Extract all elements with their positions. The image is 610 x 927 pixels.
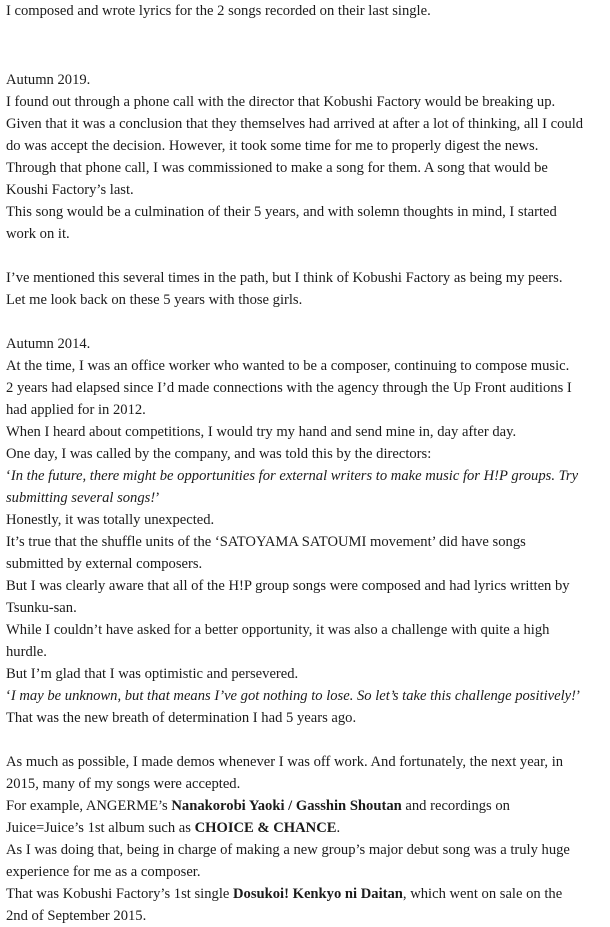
paragraph-line: Tsunku-san. (6, 600, 77, 616)
paragraph-line: experience for me as a composer. (6, 864, 201, 880)
paragraph-line: One day, I was called by the company, and was told this by the directors: (6, 446, 432, 462)
autumn-2019-heading: Autumn 2019. (6, 72, 91, 88)
paragraph-line: do was accept the decision. However, it took some time for me to properly digest the news. (6, 138, 539, 154)
intro-line: I composed and wrote lyrics for the 2 songs recorded on their last single. (6, 3, 431, 19)
paragraph-line: But I was clearly aware that all of the H!P group songs were composed and had lyrics written by (6, 578, 570, 594)
determination-quote: ‘I may be unknown, but that means I’ve got nothing to lose. So let’s take this challenge positively!’ (6, 688, 581, 704)
peers-paragraph (6, 267, 606, 311)
paragraph-line: When I heard about competitions, I would try my hand and send mine in, day after day. (6, 424, 517, 440)
paragraph-line: While I couldn’t have asked for a better opportunity, it was also a challenge with quite a high (6, 622, 550, 638)
angerme-songs-line: For example, ANGERME’s Nanakorobi Yaoki / Gasshin Shoutan and recordings on (6, 798, 510, 814)
paragraph-line: 2 years had elapsed since I’d made connections with the agency through the Up Front auditions I (6, 380, 572, 396)
paragraph-line: Koushi Factory’s last. (6, 182, 134, 198)
paragraph-line: But I’m glad that I was optimistic and persevered. (6, 666, 299, 682)
paragraph-line: had applied for in 2012. (6, 402, 146, 418)
song-title: Dosukoi! Kenkyo ni Daitan (233, 886, 403, 902)
paragraph-line: As much as possible, I made demos whenever I was off work. And fortunately, the next year, in (6, 754, 564, 770)
article-body (6, 0, 606, 927)
paragraph-line: 2nd of September 2015. (6, 908, 147, 924)
paragraph-line: As I was doing that, being in charge of making a new group’s major debut song was a truly huge (6, 842, 570, 858)
paragraph-line: That was the new breath of determination I had 5 years ago. (6, 710, 357, 726)
debut-single-line: That was Kobushi Factory’s 1st single Dosukoi! Kenkyo ni Daitan, which went on sale on the (6, 886, 563, 902)
paragraph-line: hurdle. (6, 644, 47, 660)
demos-paragraph (6, 751, 606, 927)
autumn-2019-paragraph (6, 69, 606, 245)
directors-quote-continued: submitting several songs!’ (6, 490, 161, 506)
song-title: CHOICE & CHANCE (194, 820, 337, 836)
juicejuice-album-line: Juice=Juice’s 1st album such as CHOICE & CHANCE. (6, 820, 341, 836)
paragraph-line: 2015, many of my songs were accepted. (6, 776, 241, 792)
paragraph-line: Through that phone call, I was commissioned to make a song for them. A song that would be (6, 160, 548, 176)
paragraph-line: I found out through a phone call with the director that Kobushi Factory would be breaking up. (6, 94, 556, 110)
intro-paragraph (6, 0, 606, 22)
paragraph-line: Given that it was a conclusion that they themselves had arrived at after a lot of thinking, all I could (6, 116, 584, 132)
paragraph-line: I’ve mentioned this several times in the path, but I think of Kobushi Factory as being my peers. (6, 270, 563, 286)
directors-quote: ‘In the future, there might be opportunities for external writers to make music for H!P groups. Try (6, 468, 579, 484)
paragraph-line: Let me look back on these 5 years with those girls. (6, 292, 303, 308)
paragraph-line: At the time, I was an office worker who wanted to be a composer, continuing to compose music. (6, 358, 570, 374)
paragraph-line: Honestly, it was totally unexpected. (6, 512, 215, 528)
paragraph-line: This song would be a culmination of their 5 years, and with solemn thoughts in mind, I started (6, 204, 557, 220)
paragraph-line: work on it. (6, 226, 70, 242)
paragraph-line: It’s true that the shuffle units of the ‘SATOYAMA SATOUMI movement’ did have songs (6, 534, 526, 550)
paragraph-line: submitted by external composers. (6, 556, 203, 572)
autumn-2014-heading: Autumn 2014. (6, 336, 91, 352)
song-title: Nanakorobi Yaoki / Gasshin Shoutan (171, 798, 402, 814)
autumn-2014-paragraph (6, 333, 606, 729)
